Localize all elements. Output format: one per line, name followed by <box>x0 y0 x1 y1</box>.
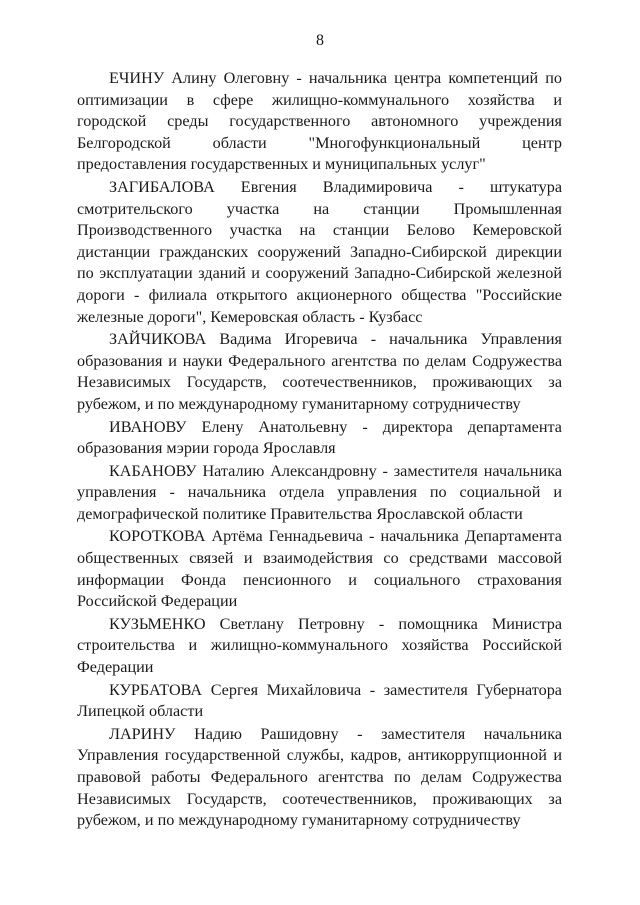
list-item: КАБАНОВУ Наталию Александровну - заместителя начальника управления - начальника отдела управления по социальной и демографической политике Правительства Ярославской области <box>77 461 562 523</box>
list-item: ЗАГИБАЛОВА Евгения Владимировича - штукатура смотрительского участка на станции Промышленная Производственного участка на станции Белово Кемеровской дистанции гражданских сооружений Западно-Сибирской дирекции по эксплуатации зданий и сооружений Западно-Сибирской железной дороги - филиала открытого акционерного общества "Российские железные дороги", Кемеровская область - Кузбасс <box>77 177 562 326</box>
page-number: 8 <box>316 32 324 49</box>
list-item: ЗАЙЧИКОВА Вадима Игоревича - начальника Управления образования и науки Федерального агентства по делам Содружества Независимых Государств, соотечественников, проживающих за рубежом, и по международному гуманитарному сотрудничеству <box>77 330 562 413</box>
list-item: КУЗЬМЕНКО Светлану Петровну - помощника Министра строительства и жилищно-коммунального хозяйства Российской Федерации <box>77 614 562 677</box>
list-item: КУРБАТОВА Сергея Михайловича - заместителя Губернатора Липецкой области <box>77 680 562 721</box>
list-item: ЕЧИНУ Алину Олеговну - начальника центра компетенций по оптимизации в сфере жилищно-коммунального хозяйства и городской среды государственного автономного учреждения Белгородской области "Многофункциональный центр предоставления государственных и муниципальных услуг" <box>77 69 562 174</box>
list-item: КОРОТКОВА Артёма Геннадьевича - начальника Департамента общественных связей и взаимодействия со средствами массовой информации Фонда пенсионного и социального страхования Российской Федерации <box>77 527 562 611</box>
list-item: ИВАНОВУ Елену Анатольевну - директора департамента образования мэрии города Ярославля <box>77 417 562 458</box>
list-item: ЛАРИНУ Надию Рашидовну - заместителя начальника Управления государственной службы, кадров, антикоррупционной и правовой работы Федерального агентства по делам Содружества Независимых Государств, соотечественников, проживающих за рубежом, и по международному гуманитарному сотрудничеству <box>77 724 562 830</box>
document-body <box>77 68 562 832</box>
